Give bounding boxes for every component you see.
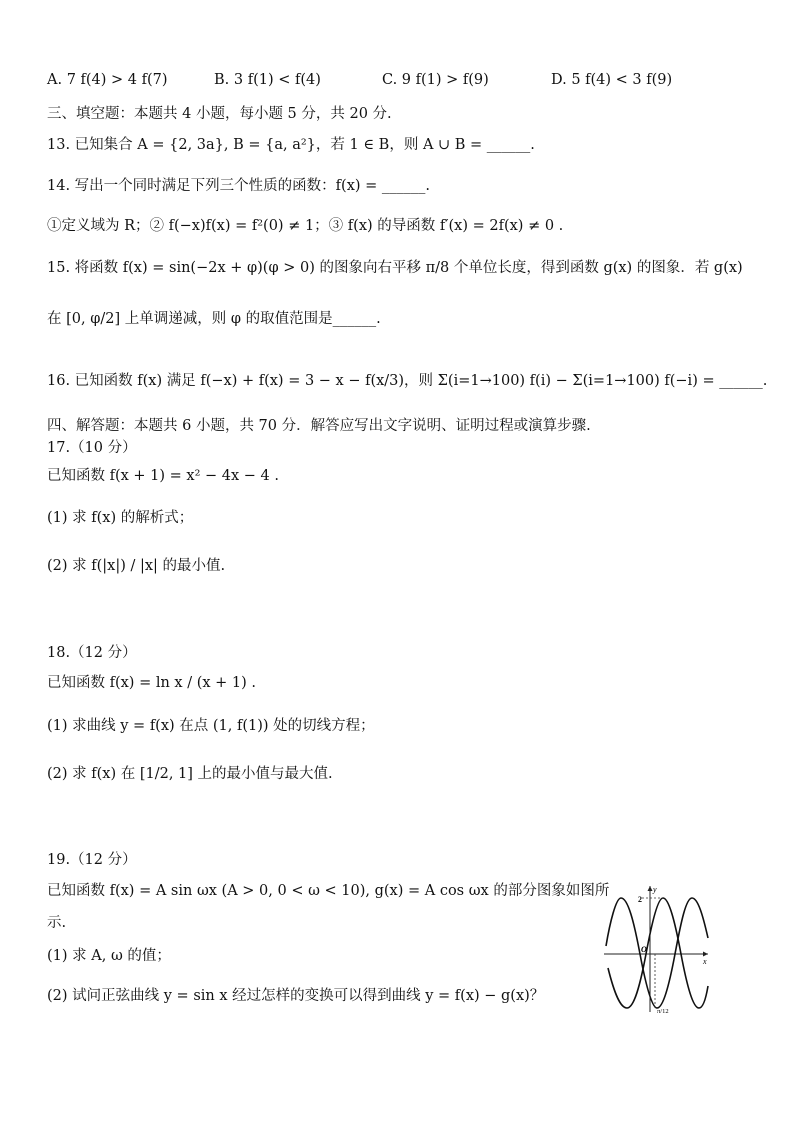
question-19-part2: (2) 试问正弦曲线 y = sin x 经过怎样的变换可以得到曲线 y = f(x) − g(x)？ xyxy=(47,988,545,1004)
question-19-graph xyxy=(600,882,712,1016)
question-18-stem: 已知函数 f(x) = ln x / (x + 1) . xyxy=(47,675,257,691)
question-16: 16. 已知函数 f(x) 满足 f(−x) + f(x) = 3 − x − f(x/3)，则 Σ(i=1→100) f(i) − Σ(i=1→100) f(−i) = ______. xyxy=(47,373,768,389)
x-axis-arrow xyxy=(703,952,708,957)
question-13: 13. 已知集合 A = {2, 3a}, B = {a, a²}，若 1 ∈ B，则 A ∪ B = ______. xyxy=(47,137,535,153)
question-14-properties: ①定义域为 R；② f(−x)f(x) = f²(0) ≠ 1；③ f(x) 的导函数 f′(x) = 2f(x) ≠ 0 . xyxy=(47,218,564,234)
option-d: D. 5 f(4) < 3 f(9) xyxy=(551,72,673,88)
question-19-part1: (1) 求 A, ω 的值； xyxy=(47,948,171,964)
x-axis-label: x xyxy=(703,957,707,966)
question-14: 14. 写出一个同时满足下列三个性质的函数：f(x) = ______. xyxy=(47,178,431,194)
section-3-heading: 三、填空题：本题共 4 小题，每小题 5 分，共 20 分. xyxy=(47,106,392,122)
y-axis-label: y xyxy=(653,885,657,894)
peak-label: 2 xyxy=(638,895,642,904)
question-18-part2: (2) 求 f(x) 在 [1/2, 1] 上的最小值与最大值. xyxy=(47,766,333,782)
section-4-heading: 四、解答题：本题共 6 小题，共 70 分．解答应写出文字说明、证明过程或演算步骤. xyxy=(47,418,591,434)
question-18-part1: (1) 求曲线 y = f(x) 在点 (1, f(1)) 处的切线方程； xyxy=(47,718,375,734)
curve-f xyxy=(608,898,708,1008)
question-15-line1: 15. 将函数 f(x) = sin(−2x + φ)(φ > 0) 的图象向右平移 π/8 个单位长度，得到函数 g(x) 的图象．若 g(x) xyxy=(47,260,743,276)
question-17-part2: (2) 求 f(|x|) / |x| 的最小值. xyxy=(47,558,226,574)
question-19-stem-line2: 示. xyxy=(47,915,67,931)
curve-g xyxy=(606,898,708,1008)
question-15-line2: 在 [0, φ/2] 上单调递减，则 φ 的取值范围是______. xyxy=(47,311,381,327)
question-17-heading: 17.（10 分） xyxy=(47,440,137,456)
origin-label: O xyxy=(641,945,647,954)
question-18-heading: 18.（12 分） xyxy=(47,645,137,661)
option-c: C. 9 f(1) > f(9) xyxy=(382,72,489,88)
question-17-stem: 已知函数 f(x + 1) = x² − 4x − 4 . xyxy=(47,468,279,484)
question-19-heading: 19.（12 分） xyxy=(47,852,137,868)
question-19-stem-line1: 已知函数 f(x) = A sin ωx (A > 0, 0 < ω < 10), g(x) = A cos ωx 的部分图象如图所 xyxy=(47,883,610,899)
option-a: A. 7 f(4) > 4 f(7) xyxy=(47,72,168,88)
y-axis-arrow xyxy=(648,886,653,891)
question-17-part1: (1) 求 f(x) 的解析式； xyxy=(47,510,194,526)
tick-label: π/12 xyxy=(657,1008,669,1015)
option-b: B. 3 f(1) < f(4) xyxy=(214,72,321,88)
